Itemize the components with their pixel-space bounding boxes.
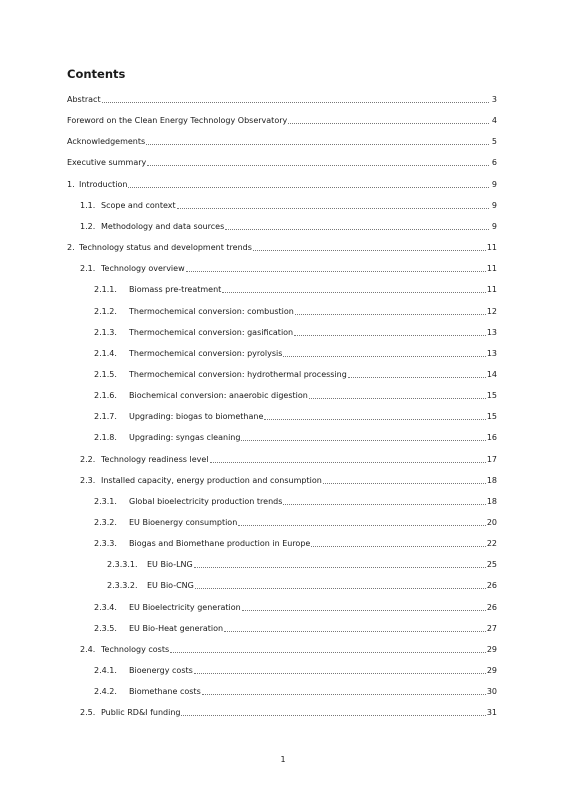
- toc-entry[interactable]: [80, 262, 497, 274]
- toc-entry-label: Methodology and data sources: [101, 221, 225, 231]
- toc-entry[interactable]: [67, 156, 497, 168]
- toc-entry-number: 2.1.3.: [94, 327, 117, 337]
- toc-entry-number: 2.1.4.: [94, 348, 117, 358]
- toc-entry-number: 2.4.1.: [94, 666, 117, 676]
- dot-leader: [194, 567, 486, 568]
- toc-entry[interactable]: [94, 410, 497, 422]
- toc-entry-number: 2.1.2.: [94, 306, 117, 316]
- toc-entry[interactable]: [94, 431, 497, 443]
- toc-entry-page: 11: [486, 285, 497, 295]
- toc-entry[interactable]: [67, 93, 497, 105]
- toc-entry-number: 2.3.3.2.: [107, 581, 138, 591]
- toc-entry[interactable]: [94, 537, 497, 549]
- toc-entry-label: Technology overview: [101, 264, 185, 274]
- toc-entry-number: 2.3.3.: [94, 539, 117, 549]
- toc-entry-label: EU Bioenergy consumption: [129, 518, 238, 527]
- dot-leader: [186, 271, 486, 272]
- toc-entry[interactable]: [67, 178, 497, 190]
- dot-leader: [253, 250, 486, 251]
- dot-leader: [288, 123, 489, 124]
- toc-entry-page: 26: [486, 581, 497, 591]
- dot-leader: [202, 694, 486, 695]
- toc-entry-page: 16: [486, 433, 497, 443]
- dot-leader: [225, 229, 489, 230]
- toc-entry-label: EU Bio-LNG: [147, 560, 193, 570]
- toc-entry-page: 18: [486, 475, 497, 485]
- toc-entry-label: Scope and context: [101, 200, 176, 210]
- toc-entry-number: 2.1.8.: [94, 433, 117, 443]
- toc-entry-number: 1.: [67, 179, 75, 189]
- toc-entry-number: 2.3.4.: [94, 602, 117, 612]
- toc-entry-page: 13: [486, 327, 497, 337]
- toc-entry-page: 5: [491, 137, 497, 147]
- dot-leader: [242, 610, 486, 611]
- toc-entry-page: 4: [491, 116, 497, 126]
- dot-leader: [311, 546, 485, 547]
- toc-entry-label: Thermochemical conversion: gasification: [129, 327, 294, 337]
- toc-entry[interactable]: [80, 643, 497, 655]
- toc-entry-number: 2.1.1.: [94, 285, 117, 295]
- toc-entry-number: 2.4.2.: [94, 687, 117, 697]
- dot-leader: [295, 314, 486, 315]
- toc-entry-label: Thermochemical conversion: combustion: [129, 306, 294, 316]
- toc-entry-number: 2.3.2.: [94, 518, 117, 527]
- toc-entry-page: 6: [491, 158, 497, 168]
- toc-entry[interactable]: [80, 474, 497, 486]
- toc-entry-page: 27: [486, 623, 497, 633]
- toc-entry[interactable]: [94, 495, 497, 507]
- dot-leader: [210, 462, 486, 463]
- toc-entry-page: 29: [486, 644, 497, 654]
- toc-entry-number: 2.3.3.1.: [107, 560, 138, 570]
- toc-entry-label: Foreword on the Clean Energy Technology Observatory: [67, 116, 288, 126]
- toc-entry-label: Thermochemical conversion: pyrolysis: [129, 348, 283, 358]
- dot-leader: [146, 144, 489, 145]
- toc-entry-label: Executive summary: [67, 158, 147, 168]
- toc-entry[interactable]: [94, 601, 497, 613]
- toc-entry-page: 14: [486, 369, 497, 379]
- toc-entry-page: 9: [491, 200, 497, 210]
- dot-leader: [177, 208, 489, 209]
- toc-entry[interactable]: [67, 241, 497, 253]
- dot-leader: [102, 102, 489, 103]
- toc-entry-number: 2.5.: [80, 708, 96, 718]
- dot-leader: [283, 504, 485, 505]
- page-number: 1: [280, 755, 286, 764]
- toc-entry-label: Biochemical conversion: anaerobic digestion: [129, 391, 308, 401]
- toc-entry-page: 12: [486, 306, 497, 316]
- toc-entry[interactable]: [94, 283, 497, 295]
- dot-leader: [238, 525, 486, 526]
- toc-entry-page: 20: [486, 518, 497, 527]
- toc-entry-label: Technology status and development trends: [79, 243, 252, 253]
- toc-entry-label: Technology readiness level: [101, 454, 209, 464]
- toc-entry-page: 13: [486, 348, 497, 358]
- toc-entry-number: 2.4.: [80, 644, 96, 654]
- toc-entry-label: Biomass pre-treatment: [129, 285, 222, 295]
- toc-entry-page: 26: [486, 602, 497, 612]
- toc-entry-page: 9: [491, 179, 497, 189]
- toc-entry-page: 3: [491, 95, 497, 104]
- dot-leader: [147, 165, 489, 166]
- toc-entry[interactable]: [80, 199, 497, 211]
- toc-entry[interactable]: [67, 135, 497, 147]
- toc-entry-number: 2.1.5.: [94, 369, 117, 379]
- toc-entry-number: 1.2.: [80, 221, 96, 231]
- toc-entry-label: Installed capacity, energy production and consumption: [101, 475, 322, 485]
- toc-entry[interactable]: [67, 114, 497, 126]
- toc-entry-number: 2.1.: [80, 264, 96, 274]
- toc-entry[interactable]: [94, 326, 497, 338]
- dot-leader: [222, 292, 486, 293]
- toc-entry-label: Global bioelectricity production trends: [129, 496, 283, 506]
- toc-entry-label: Abstract: [67, 95, 101, 104]
- toc-entry[interactable]: [80, 453, 497, 465]
- toc-entry-page: 30: [486, 687, 497, 697]
- toc-entry-page: 17: [486, 454, 497, 464]
- toc-entry-page: 31: [486, 708, 497, 718]
- toc-entry-number: 2.1.6.: [94, 391, 117, 401]
- toc-entry-number: 2.1.7.: [94, 412, 117, 422]
- toc-entry[interactable]: [94, 305, 497, 317]
- toc-entry-label: Upgrading: syngas cleaning: [129, 433, 241, 443]
- toc-entry-label: Technology costs: [101, 644, 170, 654]
- toc-entry[interactable]: [94, 389, 497, 401]
- toc-entry-number: 2.3.1.: [94, 496, 117, 506]
- dot-leader: [264, 419, 485, 420]
- dot-leader: [224, 631, 486, 632]
- dot-leader: [241, 440, 485, 441]
- dot-leader: [128, 187, 489, 188]
- toc-entry[interactable]: [94, 664, 497, 676]
- dot-leader: [323, 483, 486, 484]
- toc-entry-label: Upgrading: biogas to biomethane: [129, 412, 264, 422]
- contents-heading: Contents: [67, 67, 126, 81]
- toc-entry[interactable]: [107, 579, 497, 591]
- toc-entry-page: 15: [486, 412, 497, 422]
- toc-entry-label: Bioenergy costs: [129, 666, 193, 676]
- toc-entry-label: Public RD&I funding: [101, 708, 181, 718]
- toc-entry[interactable]: [94, 685, 497, 697]
- dot-leader: [283, 356, 485, 357]
- toc-entry-page: 11: [486, 264, 497, 274]
- toc-entry-label: Introduction: [79, 179, 128, 189]
- toc-entry[interactable]: [107, 558, 497, 570]
- toc-entry[interactable]: [94, 622, 497, 634]
- toc-entry-page: 9: [491, 221, 497, 231]
- toc-entry-label: Biomethane costs: [129, 687, 201, 697]
- toc-entry-label: EU Bio-CNG: [147, 581, 194, 591]
- dot-leader: [309, 398, 486, 399]
- toc-entry-number: 2.: [67, 243, 75, 253]
- toc-entry-number: 2.3.: [80, 475, 96, 485]
- toc-entry[interactable]: [94, 516, 497, 528]
- toc-entry-number: 2.2.: [80, 454, 96, 464]
- toc-entry-label: Thermochemical conversion: hydrothermal processing: [129, 369, 347, 379]
- toc-entry-page: 22: [486, 539, 497, 549]
- toc-entry[interactable]: [80, 220, 497, 232]
- toc-entry-page: 25: [486, 560, 497, 570]
- toc-entry[interactable]: [80, 706, 497, 718]
- dot-leader: [348, 377, 486, 378]
- dot-leader: [294, 335, 486, 336]
- dot-leader: [194, 673, 486, 674]
- toc-entry-page: 15: [486, 391, 497, 401]
- toc-entry-page: 11: [486, 243, 497, 253]
- toc-entry[interactable]: [94, 368, 497, 380]
- toc-entry-label: EU Bioelectricity generation: [129, 602, 241, 612]
- toc-entry-number: 2.3.5.: [94, 623, 117, 633]
- dot-leader: [170, 652, 486, 653]
- toc-entry-label: EU Bio-Heat generation: [129, 623, 224, 633]
- toc-entry-label: Biogas and Biomethane production in Europe: [129, 539, 311, 549]
- toc-entry-number: 1.1.: [80, 200, 96, 210]
- toc-entry-page: 29: [486, 666, 497, 676]
- toc-entry-page: 18: [486, 496, 497, 506]
- toc-entry[interactable]: [94, 347, 497, 359]
- dot-leader: [181, 715, 485, 716]
- toc-entry-label: Acknowledgements: [67, 137, 146, 147]
- dot-leader: [195, 588, 486, 589]
